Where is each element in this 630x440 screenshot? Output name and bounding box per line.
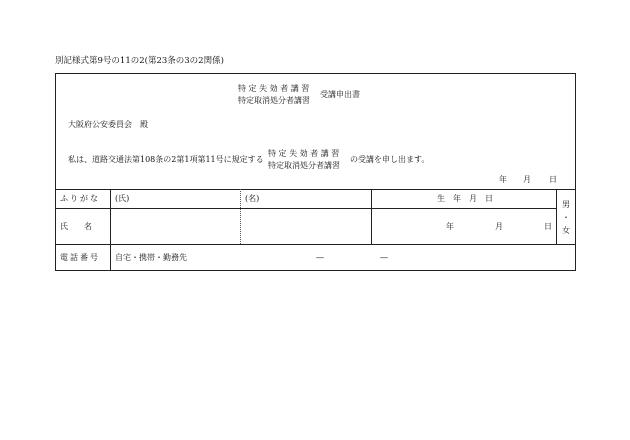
table-top-rule <box>55 189 576 190</box>
furigana-label: ふりがな <box>60 194 100 203</box>
gender-female: 女 <box>562 226 570 235</box>
name-split-rule <box>240 189 241 244</box>
form-reference: 別記様式第9号の11の2(第23条の3の2関係) <box>55 56 224 66</box>
name-row-rule <box>55 244 576 245</box>
application-form-frame <box>55 73 576 271</box>
surname-label: (氏) <box>115 194 130 203</box>
gender-male: 男 <box>562 200 570 209</box>
label-column-rule <box>110 189 111 271</box>
birthdate-column-rule <box>371 189 372 244</box>
title-option-lapsed: 特 定 失 効 者 講 習 <box>238 84 310 93</box>
date-year-label: 年 <box>499 175 507 184</box>
statement-suffix: の受講を申し出ます。 <box>350 155 430 164</box>
phone-dash-2: — <box>380 253 388 262</box>
title-option-revoked: 特定取消処分者講習 <box>238 96 310 105</box>
phone-dash-1: — <box>316 253 324 262</box>
statement-prefix: 私は、道路交通法第108条の2第1項第11号に規定する <box>68 155 264 164</box>
statement-option-lapsed: 特 定 失 効 者 講 習 <box>268 149 340 158</box>
name-label: 氏 名 <box>60 222 92 231</box>
statement-option-revoked: 特定取消処分者講習 <box>268 161 340 170</box>
birth-day-label: 日 <box>544 222 552 231</box>
birth-year-label: 年 <box>446 222 454 231</box>
birth-month-label: 月 <box>495 222 503 231</box>
date-month-label: 月 <box>523 175 531 184</box>
gender-separator: ・ <box>562 213 570 222</box>
furigana-row-rule <box>55 208 556 209</box>
title-suffix: 受講申出書 <box>320 90 360 99</box>
phone-type: 自宅・携帯・勤務先 <box>115 253 187 262</box>
gender-column-rule <box>556 189 557 244</box>
phone-label: 電話番号 <box>60 253 100 262</box>
givenname-label: (名) <box>245 194 260 203</box>
addressee: 大阪府公安委員会 殿 <box>68 120 148 129</box>
birthdate-label: 生 年 月 日 <box>437 194 493 203</box>
date-day-label: 日 <box>549 175 557 184</box>
